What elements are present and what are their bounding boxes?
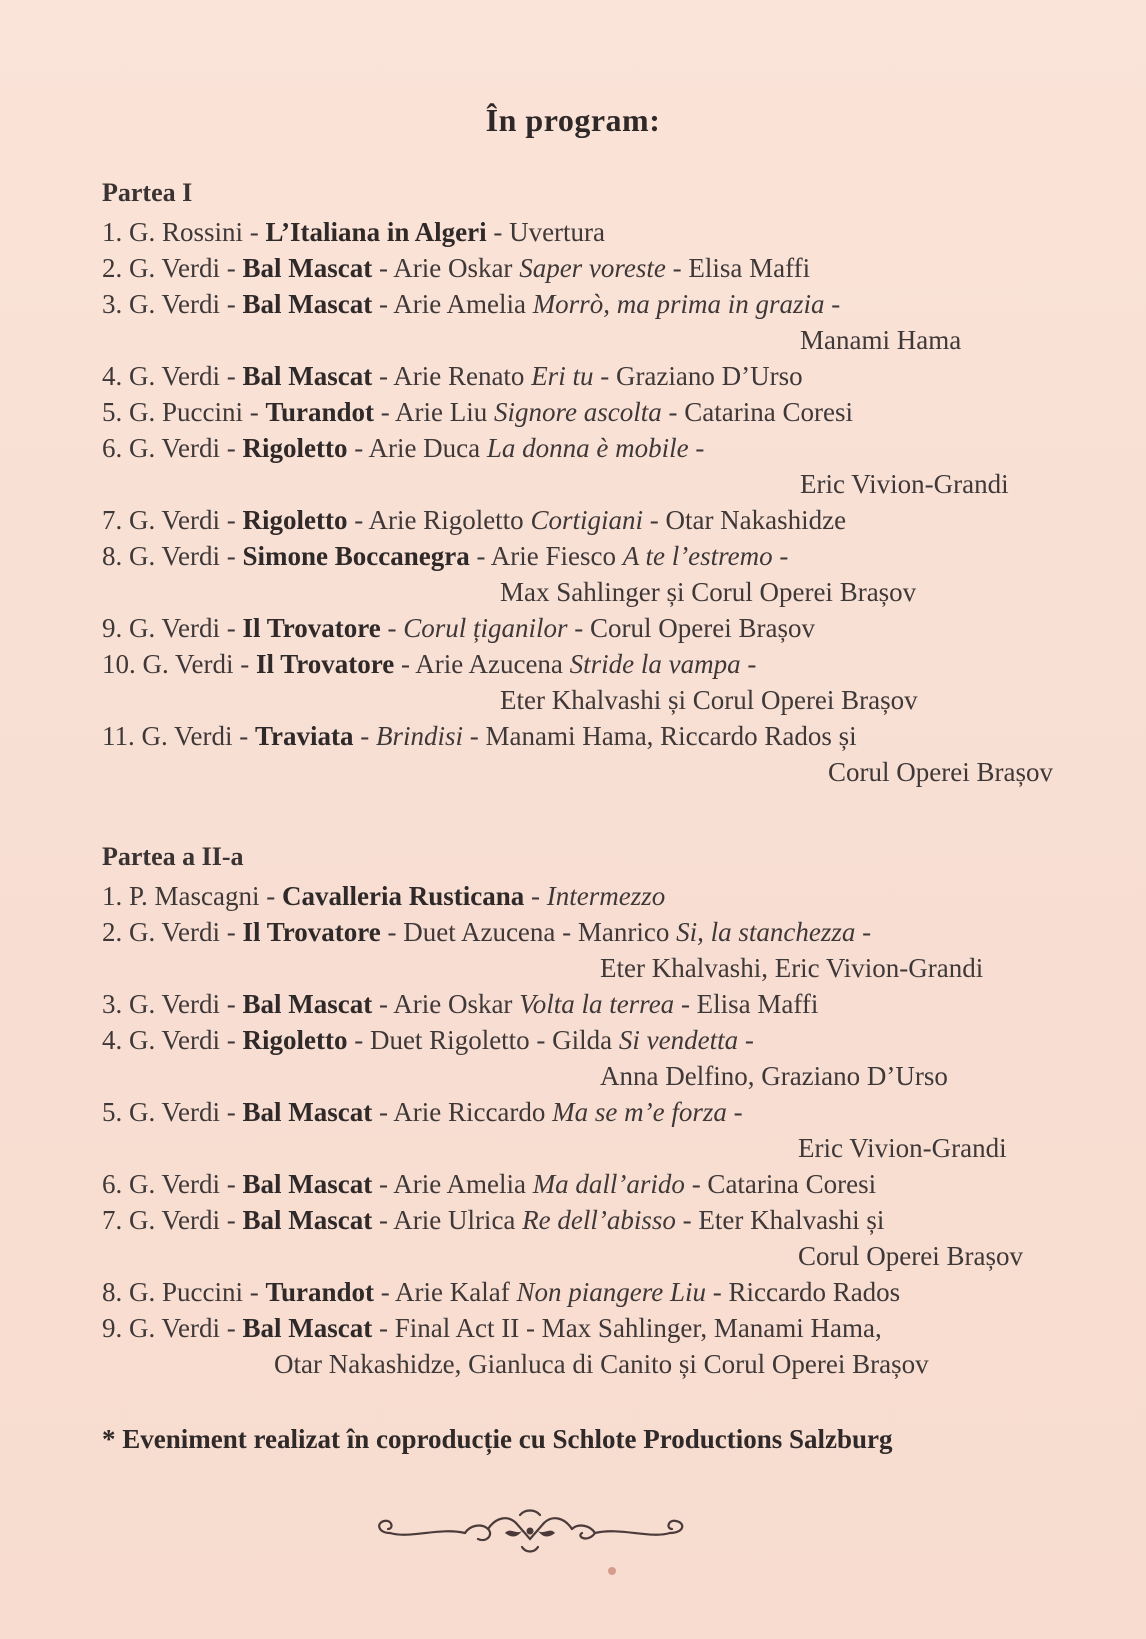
part1-item-7: 7. G. Verdi - Rigoletto - Arie Rigoletto Cortigiani - Otar Nakashidze: [102, 505, 847, 535]
part2-item-2-cont: Eter Khalvashi, Eric Vivion-Grandi: [600, 953, 984, 983]
part1-item-3-cont: Manami Hama: [800, 325, 962, 355]
part1-item-6-cont: Eric Vivion-Grandi: [800, 469, 1009, 499]
part2-item-9-cont: Otar Nakashidze, Gianluca di Canito și Corul Operei Brașov: [274, 1349, 929, 1379]
part2-item-7-cont: Corul Operei Brașov: [798, 1241, 1023, 1271]
part1-item-2: 2. G. Verdi - Bal Mascat - Arie Oskar Saper voreste - Elisa Maffi: [102, 253, 811, 283]
part2-item-5-cont: Eric Vivion-Grandi: [798, 1133, 1007, 1163]
part1-item-1: 1. G. Rossini - L’Italiana in Algeri - Uvertura: [102, 217, 606, 247]
scroll-flourish-icon: [370, 1505, 690, 1559]
part1-item-5: 5. G. Puccini - Turandot - Arie Liu Signore ascolta - Catarina Coresi: [102, 397, 853, 427]
part2-item-2: 2. G. Verdi - Il Trovatore - Duet Azucena - Manrico Si, la stanchezza -: [102, 917, 872, 947]
part1-heading: Partea I: [102, 178, 193, 207]
part2-item-6: 6. G. Verdi - Bal Mascat - Arie Amelia Ma dall’arido - Catarina Coresi: [102, 1169, 877, 1199]
page-title: În program:: [485, 102, 661, 138]
part1-item-8: 8. G. Verdi - Simone Boccanegra - Arie Fiesco A te l’estremo -: [102, 541, 789, 571]
part2-item-7: 7. G. Verdi - Bal Mascat - Arie Ulrica Re dell’abisso - Eter Khalvashi și: [102, 1205, 885, 1235]
part1-item-11: 11. G. Verdi - Traviata - Brindisi - Manami Hama, Riccardo Rados și: [102, 721, 857, 751]
part1-item-6: 6. G. Verdi - Rigoletto - Arie Duca La donna è mobile -: [102, 433, 705, 463]
part2-item-5: 5. G. Verdi - Bal Mascat - Arie Riccardo Ma se m’e forza -: [102, 1097, 743, 1127]
part2-item-4-cont: Anna Delfino, Graziano D’Urso: [600, 1061, 948, 1091]
part1-item-9: 9. G. Verdi - Il Trovatore - Corul țiganilor - Corul Operei Brașov: [102, 613, 815, 643]
part2-item-3: 3. G. Verdi - Bal Mascat - Arie Oskar Volta la terrea - Elisa Maffi: [102, 989, 819, 1019]
part2-heading: Partea a II-a: [102, 842, 244, 871]
part2-item-9: 9. G. Verdi - Bal Mascat - Final Act II - Max Sahlinger, Manami Hama,: [102, 1313, 882, 1343]
part1-item-8-cont: Max Sahlinger și Corul Operei Brașov: [500, 577, 917, 607]
part1-item-4: 4. G. Verdi - Bal Mascat - Arie Renato Eri tu - Graziano D’Urso: [102, 361, 803, 391]
part1-item-11-cont: Corul Operei Brașov: [828, 757, 1053, 787]
part1-item-10: 10. G. Verdi - Il Trovatore - Arie Azucena Stride la vampa -: [102, 649, 757, 679]
part1-item-3: 3. G. Verdi - Bal Mascat - Arie Amelia Morrò, ma prima in grazia -: [102, 289, 841, 319]
decorative-dot: [608, 1567, 616, 1575]
part1-item-10-cont: Eter Khalvashi și Corul Operei Brașov: [500, 685, 918, 715]
part2-item-4: 4. G. Verdi - Rigoletto - Duet Rigoletto - Gilda Si vendetta -: [102, 1025, 754, 1055]
coproduction-note: * Eveniment realizat în coproducție cu Schlote Productions Salzburg: [102, 1424, 893, 1454]
part2-item-1: 1. P. Mascagni - Cavalleria Rusticana - Intermezzo: [102, 881, 666, 911]
part2-item-8: 8. G. Puccini - Turandot - Arie Kalaf Non piangere Liu - Riccardo Rados: [102, 1277, 901, 1307]
